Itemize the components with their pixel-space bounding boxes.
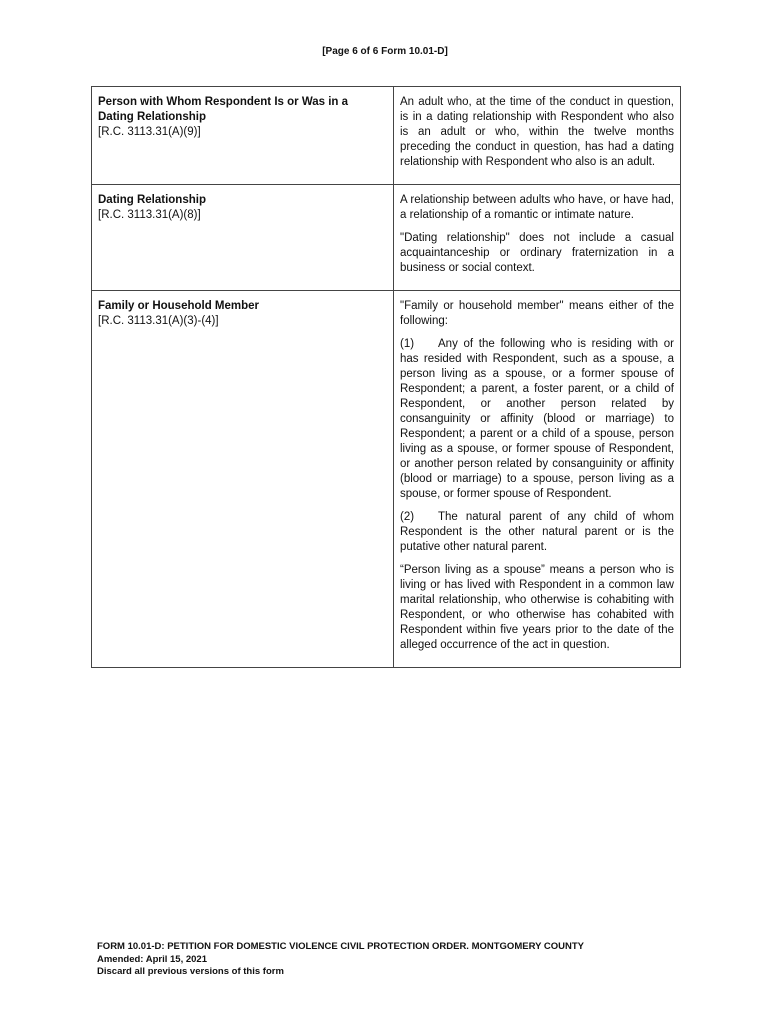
definition-paragraph: "Family or household member" means either of the following: <box>400 300 674 327</box>
definition-cell <box>394 291 681 668</box>
amended-date: Amended: April 15, 2021 <box>97 953 207 965</box>
term-cell <box>92 185 394 291</box>
definitions-table <box>91 86 681 668</box>
discard-note: Discard all previous versions of this form <box>97 966 284 977</box>
definition-cell <box>394 87 681 185</box>
term-cell <box>92 87 394 185</box>
paragraph-number: (1) <box>400 338 415 350</box>
term-citation: [R.C. 3113.31(A)(9)] <box>98 126 201 138</box>
term-cell <box>92 291 394 668</box>
definition-paragraph: An adult who, at the time of the conduct in question, is in a dating relationship with Respondent who also is an adult or who, within the twelve months preceding the conduct in question, has had a dating relationship with Respondent who also is an adult. <box>400 96 674 168</box>
page-footer <box>97 941 584 979</box>
definition-paragraph <box>400 337 674 502</box>
paragraph-number: (2) <box>400 511 415 523</box>
page-header: [Page 6 of 6 Form 10.01-D] <box>322 46 448 57</box>
definition-cell <box>394 185 681 291</box>
term-name: Family or Household Member <box>98 300 260 312</box>
table-row <box>92 87 681 185</box>
term-name: Person with Whom Respondent Is or Was in a Dating Relationship <box>98 96 349 123</box>
table-row <box>92 185 681 291</box>
paragraph-text: The natural parent of any child of whom Respondent is the other natural parent or is the putative other natural parent. <box>400 511 674 553</box>
definition-paragraph: A relationship between adults who have, or have had, a relationship of a romantic or intimate nature. <box>400 194 674 221</box>
definition-paragraph: “Person living as a spouse” means a person who is living or has lived with Respondent in a common law marital relationship, who otherwise is cohabiting with Respondent, or who otherwise has cohabited with Respondent within five years prior to the date of the alleged occurrence of the act in question. <box>400 564 674 651</box>
definition-paragraph <box>400 510 674 555</box>
term-citation: [R.C. 3113.31(A)(3)-(4)] <box>98 315 219 327</box>
paragraph-text: Any of the following who is residing with or has resided with Respondent, such as a spouse, a person living as a spouse, or a former spouse of Respondent; a parent, a foster parent, or a child of Respondent, or another person related by consanguinity or affinity (blood or marriage) to Respondent; a parent or a child of a spouse, person living as a spouse, or former spouse of Respondent, or another person related by consanguinity or affinity (blood or marriage) to a spouse, person living as a spouse, or former spouse of Respondent. <box>400 338 674 500</box>
table-row <box>92 291 681 668</box>
definition-paragraph: "Dating relationship" does not include a casual acquaintanceship or ordinary fraternization in a business or social context. <box>400 232 674 274</box>
term-citation: [R.C. 3113.31(A)(8)] <box>98 209 201 221</box>
form-title: FORM 10.01-D: PETITION FOR DOMESTIC VIOLENCE CIVIL PROTECTION ORDER. MONTGOMERY COUNTY <box>97 941 584 952</box>
term-name: Dating Relationship <box>98 194 206 206</box>
